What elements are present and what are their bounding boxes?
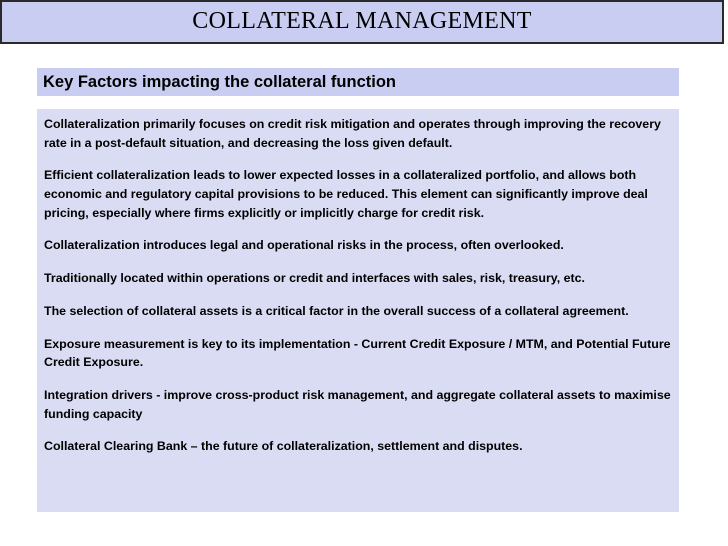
- slide-title: COLLATERAL MANAGEMENT: [192, 7, 532, 34]
- point-text: Collateralization introduces legal and operational risks in the process, often overlooked.: [44, 238, 564, 253]
- content-box: [37, 109, 679, 512]
- point-text: Exposure measurement is key to its implementation - Current Credit Exposure / MTM, and Potential Future Credit Exposure.: [44, 336, 671, 370]
- point-text: Integration drivers - improve cross-product risk management, and aggregate collateral assets to maximise funding capacity: [44, 388, 671, 421]
- point-text: Collateral Clearing Bank – the future of collateralization, settlement and disputes.: [44, 439, 523, 454]
- point-text: Efficient collateralization leads to lower expected losses in a collateralized portfolio, and allows both economic and regulatory capital provisions to be reduced. This element can significantly improve deal pricing, especially where firms explicitly or implicitly charge for credit risk.: [44, 168, 648, 220]
- point-text: The selection of collateral assets is a critical factor in the overall success of a collateral agreement.: [44, 303, 629, 318]
- title-bar: [0, 0, 724, 44]
- point-text: Collateralization primarily focuses on credit risk mitigation and operates through improving the recovery rate in a post-default situation, and decreasing the loss given default.: [44, 117, 661, 150]
- point-text: Traditionally located within operations or credit and interfaces with sales, risk, treasury, etc.: [44, 271, 585, 286]
- section-header: [37, 68, 679, 96]
- section-header-text: Key Factors impacting the collateral function: [43, 72, 396, 91]
